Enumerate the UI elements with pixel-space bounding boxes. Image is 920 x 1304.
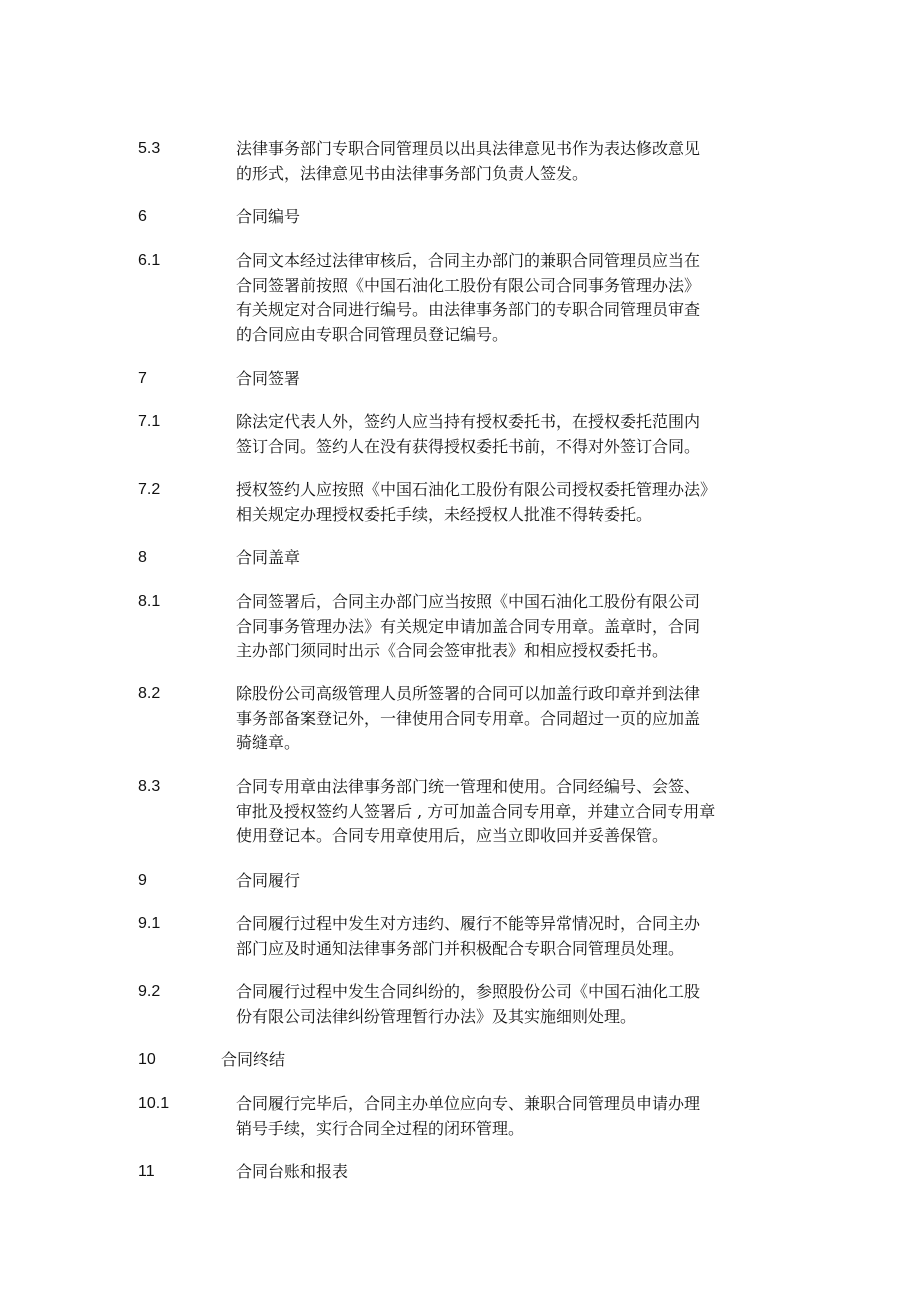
section-heading [236, 205, 766, 230]
clause-text-line: 合同履行完毕后，合同主办单位应向专、兼职合同管理员申请办理 [236, 1094, 701, 1113]
clause-text-line: 使用登记本。合同专用章使用后，应当立即收回并妥善保管。 [236, 826, 669, 845]
clause-number: 7.2 [138, 481, 161, 498]
clause-text-line: 部门应及时通知法律事务部门并积极配合专职合同管理员处理。 [236, 938, 685, 958]
section-heading [221, 1048, 751, 1073]
clause-text-line: 的形式，法律意见书由法律事务部门负责人签发。 [236, 163, 589, 183]
clause-text-line: 销号手续，实行合同全过程的闭环管理。 [236, 1118, 525, 1138]
clause-number: 5.3 [138, 140, 161, 157]
section-heading [236, 869, 766, 894]
clause-text [236, 980, 766, 1029]
clause-number: 8.1 [138, 593, 161, 610]
clause-text-line: 合同事务管理办法》有关规定申请加盖合同专用章。盖章时，合同 [236, 616, 701, 636]
clause-text-line: 签订合同。签约人在没有获得授权委托书前，不得对外签订合同。 [236, 436, 701, 456]
clause-text [236, 912, 766, 961]
clause-text-line: 有关规定对合同进行编号。由法律事务部门的专职合同管理员审查 [236, 300, 701, 319]
clause-text [236, 249, 766, 347]
clause-text-line: 法律事务部门专职合同管理员以出具法律意见书作为表达修改意见 [236, 139, 701, 158]
clause-text [236, 1092, 766, 1141]
section-heading [236, 367, 766, 392]
clause-text-line: 合同文本经过法律审核后，合同主办部门的兼职合同管理员应当在 [236, 251, 701, 270]
clause-text-line: 审批及授权签约人签署后 , 方可加盖合同专用章，并建立合同专用章 [236, 801, 716, 821]
clause-text-line: 份有限公司法律纠纷管理暂行办法》及其实施细则处理。 [236, 1006, 637, 1026]
clause-number: 9.2 [138, 983, 161, 1000]
clause-number: 6.1 [138, 252, 161, 269]
section-number: 11 [138, 1163, 155, 1180]
clause-text-line: 事务部备案登记外，一律使用合同专用章。合同超过一页的应加盖 [236, 708, 701, 728]
clause-number: 8.3 [138, 778, 161, 795]
clause-text-line: 的合同应由专职合同管理员登记编号。 [236, 324, 509, 344]
section-heading-text: 合同台账和报表 [236, 1162, 349, 1181]
clause-text [236, 478, 766, 527]
clause-text-line: 合同签署后，合同主办部门应当按照《中国石油化工股份有限公司 [236, 592, 701, 611]
clause-text-line: 相关规定办理授权委托手续，未经授权人批准不得转委托。 [236, 504, 653, 524]
clause-number: 9.1 [138, 915, 161, 932]
section-number: 6 [138, 208, 147, 225]
clause-text-line: 除法定代表人外，签约人应当持有授权委托书，在授权委托范围内 [236, 412, 701, 431]
clause-text-line: 合同履行过程中发生合同纠纷的，参照股份公司《中国石油化工股 [236, 982, 701, 1001]
section-heading [236, 546, 766, 571]
clause-text-line: 合同履行过程中发生对方违约、履行不能等异常情况时，合同主办 [236, 914, 701, 933]
clause-text-line: 合同签署前按照《中国石油化工股份有限公司合同事务管理办法》 [236, 275, 701, 295]
clause-number: 10.1 [138, 1095, 170, 1112]
clause-text [236, 775, 766, 849]
clause-text-line: 授权签约人应按照《中国石油化工股份有限公司授权委托管理办法》 [236, 480, 717, 499]
clause-text [236, 590, 766, 664]
section-number: 9 [138, 872, 147, 889]
section-heading-text: 合同履行 [236, 871, 301, 890]
section-heading-text: 合同签署 [236, 369, 301, 388]
section-number: 10 [138, 1051, 156, 1068]
clause-number: 8.2 [138, 685, 161, 702]
clause-text [236, 410, 766, 459]
clause-text [236, 137, 766, 186]
section-heading [236, 1160, 766, 1185]
clause-text-line: 合同专用章由法律事务部门统一管理和使用。合同经编号、会签、 [236, 777, 701, 796]
section-heading-text: 合同终结 [221, 1050, 286, 1069]
section-number: 8 [138, 549, 147, 566]
clause-text-line: 除股份公司高级管理人员所签署的合同可以加盖行政印章并到法律 [236, 684, 701, 703]
clause-text-line: 主办部门须同时出示《合同会签审批表》和相应授权委托书。 [236, 641, 669, 660]
section-heading-text: 合同盖章 [236, 548, 301, 567]
clause-text [236, 682, 766, 756]
section-heading-text: 合同编号 [236, 207, 301, 226]
clause-number: 7.1 [138, 413, 161, 430]
clause-text-line: 骑缝章。 [236, 733, 301, 752]
section-number: 7 [138, 370, 147, 387]
